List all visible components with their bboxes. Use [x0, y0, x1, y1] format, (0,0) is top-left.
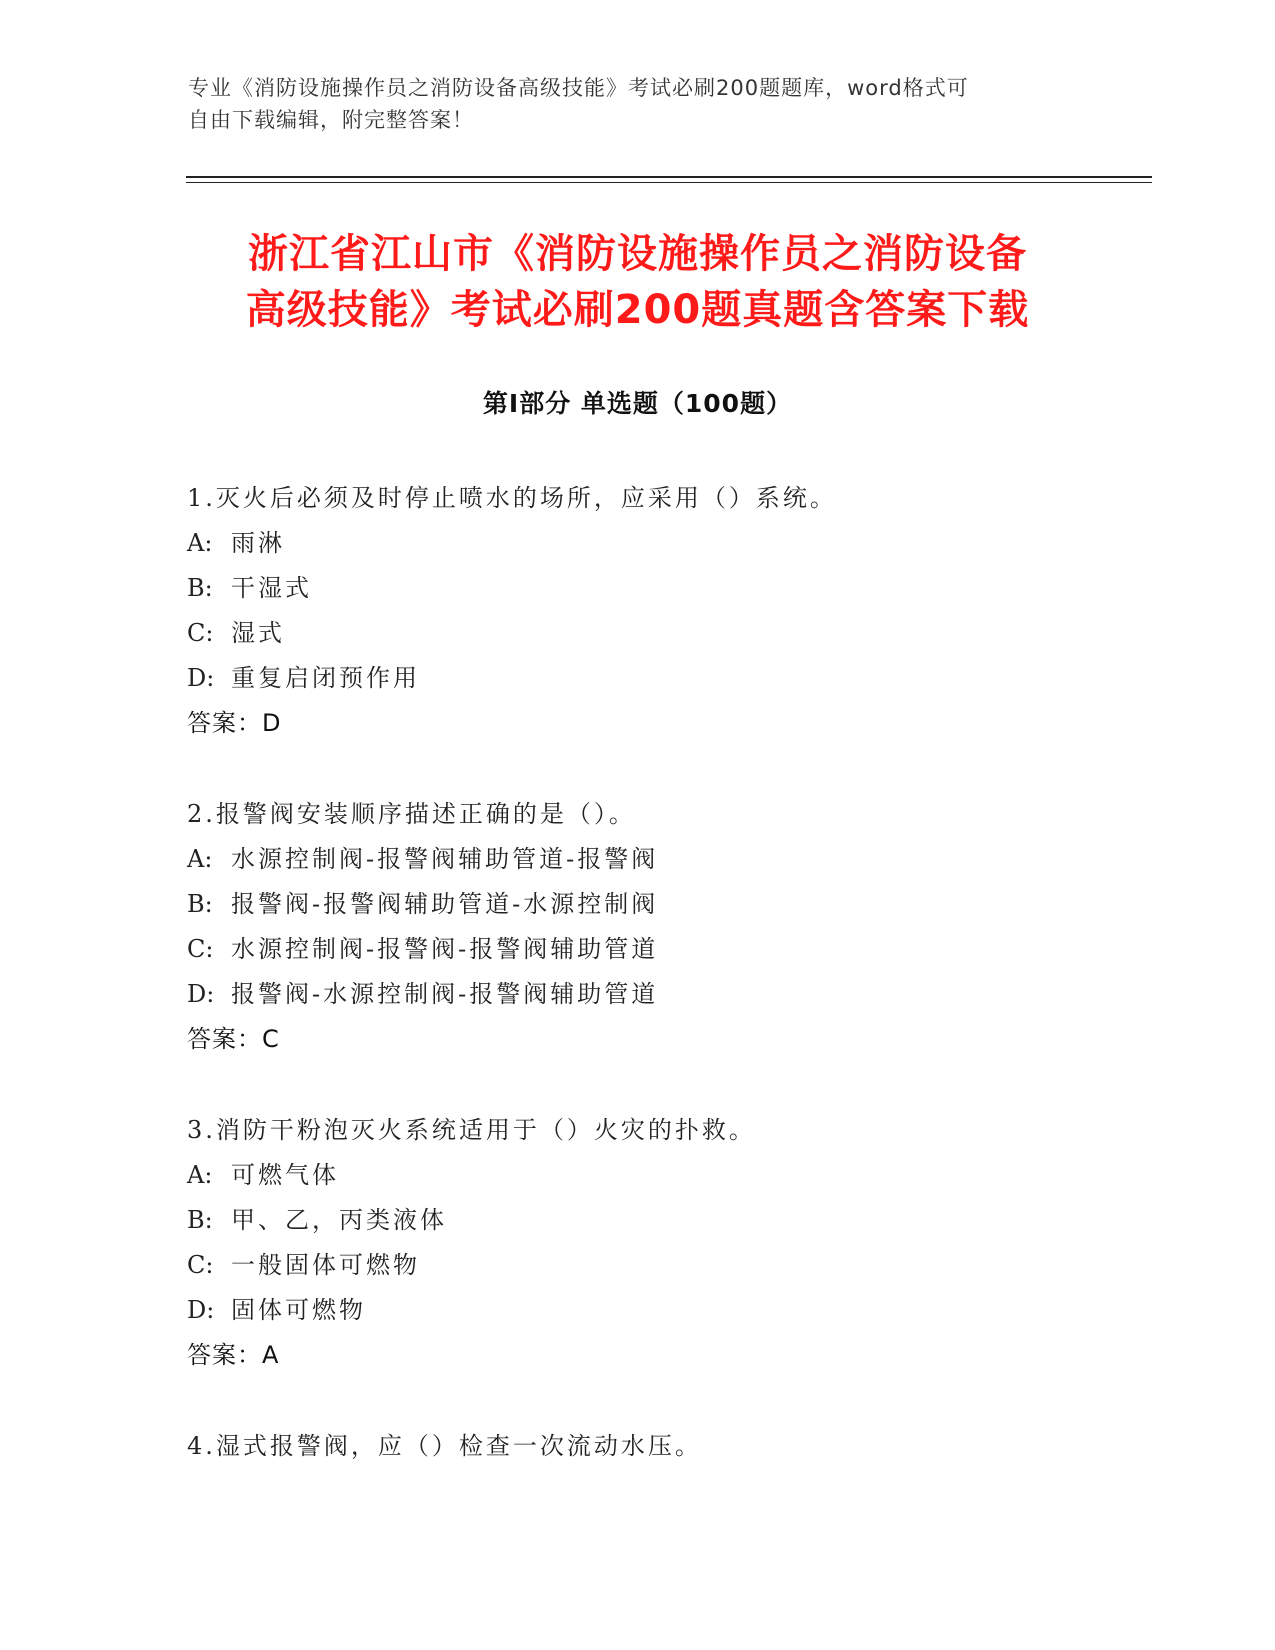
option-letter: D: — [187, 664, 215, 692]
option-d — [187, 656, 1147, 701]
option-text: 可燃气体 — [231, 1161, 339, 1189]
option-letter: B: — [187, 1206, 213, 1234]
option-letter: D: — [187, 980, 215, 1008]
option-letter: C: — [187, 619, 214, 647]
option-a — [187, 837, 1147, 882]
answer: 答案：A — [187, 1341, 280, 1369]
section-heading: 第Ⅰ部分 单选题（100题） — [482, 389, 793, 418]
option-c — [187, 927, 1147, 972]
option-letter: A: — [187, 845, 213, 873]
document-title-line-1: 浙江省江山市《消防设施操作员之消防设备 — [248, 231, 1027, 277]
document-title-line-2: 高级技能》考试必刷200题真题含答案下载 — [245, 287, 1030, 333]
option-a — [187, 1153, 1147, 1198]
option-c — [187, 611, 1147, 656]
header-divider-thin — [186, 182, 1152, 183]
question-stem: 3.消防干粉泡灭火系统适用于（）火灾的扑救。 — [187, 1116, 756, 1144]
question-stem: 1.灭火后必须及时停止喷水的场所，应采用（）系统。 — [187, 484, 837, 512]
answer: 答案：C — [187, 1025, 280, 1053]
question-4 — [187, 1424, 1147, 1469]
option-a — [187, 521, 1147, 566]
question-list — [187, 476, 1147, 1515]
question-1 — [187, 476, 1147, 746]
option-letter: A: — [187, 529, 213, 557]
option-text: 一般固体可燃物 — [231, 1251, 420, 1279]
option-letter: B: — [187, 890, 213, 918]
answer: 答案：D — [187, 709, 282, 737]
option-text: 水源控制阀-报警阀辅助管道-报警阀 — [231, 845, 659, 873]
option-letter: C: — [187, 935, 214, 963]
option-b — [187, 566, 1147, 611]
option-letter: B: — [187, 574, 213, 602]
header-divider-thick — [186, 176, 1152, 178]
option-text: 报警阀-报警阀辅助管道-水源控制阀 — [231, 890, 659, 918]
question-2 — [187, 792, 1147, 1062]
header-note — [188, 72, 1068, 136]
option-b — [187, 1198, 1147, 1243]
option-letter: D: — [187, 1296, 215, 1324]
option-d — [187, 1288, 1147, 1333]
option-b — [187, 882, 1147, 927]
option-text: 固体可燃物 — [231, 1296, 366, 1324]
header-note-line-2: 自由下载编辑，附完整答案！ — [188, 108, 474, 132]
document-title — [150, 226, 1125, 338]
option-text: 重复启闭预作用 — [231, 664, 420, 692]
option-text: 水源控制阀-报警阀-报警阀辅助管道 — [231, 935, 659, 963]
option-text: 甲、乙，丙类液体 — [231, 1206, 447, 1234]
option-text: 干湿式 — [231, 574, 312, 602]
option-letter: A: — [187, 1161, 213, 1189]
header-note-line-1: 专业《消防设施操作员之消防设备高级技能》考试必刷200题题库，word格式可 — [188, 76, 969, 100]
option-letter: C: — [187, 1251, 214, 1279]
option-text: 雨淋 — [231, 529, 285, 557]
option-d — [187, 972, 1147, 1017]
question-stem: 2.报警阀安装顺序描述正确的是（）。 — [187, 800, 636, 828]
option-c — [187, 1243, 1147, 1288]
option-text: 湿式 — [231, 619, 285, 647]
option-text: 报警阀-水源控制阀-报警阀辅助管道 — [231, 980, 659, 1008]
question-stem: 4.湿式报警阀，应（）检查一次流动水压。 — [187, 1432, 702, 1460]
question-3 — [187, 1108, 1147, 1378]
